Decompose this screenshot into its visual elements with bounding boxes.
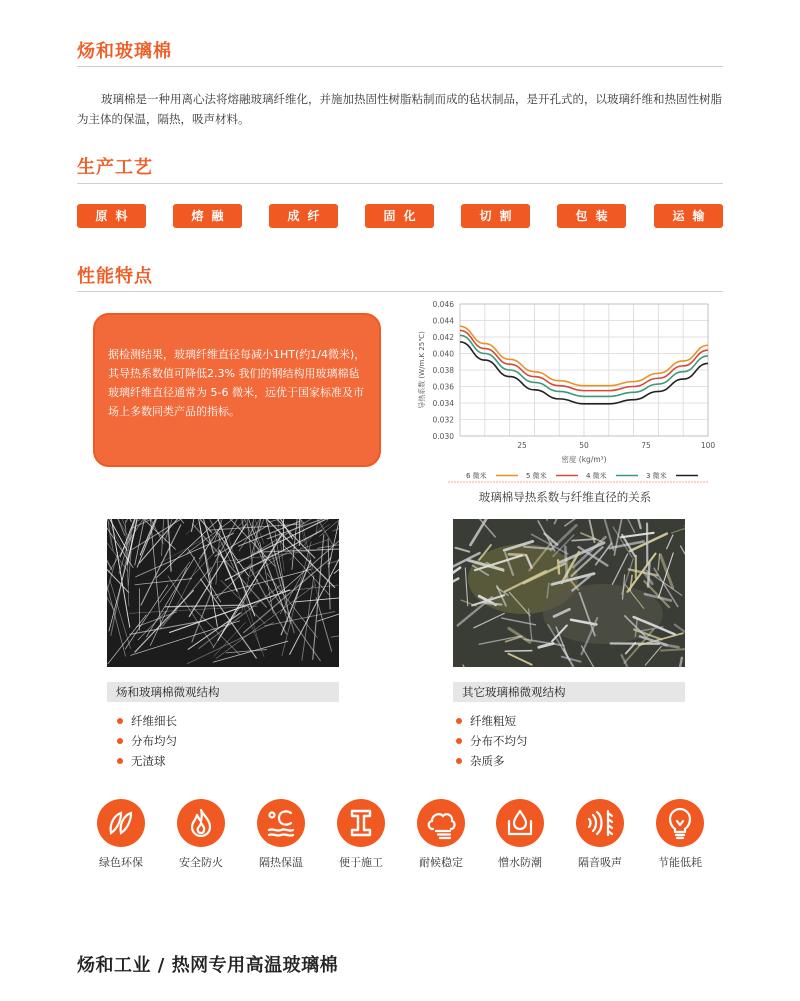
list-item: 杂质多: [456, 751, 528, 771]
x-axis-label: 密度 (kg/m³): [561, 455, 607, 464]
bullet-list-yanghe: [117, 711, 177, 771]
divider: [77, 291, 723, 292]
intro-paragraph: 玻璃棉是一种用离心法将熔融玻璃纤维化，并施加热固性树脂粘制而成的毡状制品，是开孔式的，以玻璃纤维和热固性树脂为主体的保温，隔热，吸声材料。: [77, 92, 722, 126]
x-tick-label: 50: [579, 441, 589, 450]
bullet-dot: [117, 758, 123, 764]
feature-label: 安全防火: [179, 856, 223, 869]
caption-other: 其它玻璃棉微观结构: [453, 682, 685, 702]
flame-icon: [177, 799, 225, 847]
section-title-intro: 炀和玻璃棉: [77, 41, 172, 62]
feature-insulation: [249, 799, 313, 870]
y-tick-label: 0.032: [432, 415, 454, 425]
process-step: 熔融: [173, 204, 242, 228]
feature-acoustic: [568, 799, 632, 870]
temperature-icon: [257, 799, 305, 847]
legend-label: 4 微米: [586, 472, 607, 480]
list-item: 分布不均匀: [456, 731, 528, 751]
feature-label: 节能低耗: [658, 856, 702, 869]
divider: [77, 183, 723, 184]
microstructure-photo-yanghe: [107, 519, 339, 667]
process-step: 运输: [654, 204, 723, 228]
y-tick-label: 0.046: [432, 300, 454, 309]
process-step: 原料: [77, 204, 146, 228]
process-step: 包装: [557, 204, 626, 228]
callout-box: 据检测结果，玻璃纤维直径每减小1HT(约1/4微米)，其导热系数值可降低2.3% 我们的钢结构用玻璃棉毡玻璃纤维直径通常为 5-6 微米，远优于国家标准及市场上多数同类产品的指标。: [93, 313, 381, 467]
list-item: 分布均匀: [117, 731, 177, 751]
feature-label: 绿色环保: [99, 856, 143, 869]
y-tick-label: 0.034: [432, 399, 454, 408]
list-item: 纤维粗短: [456, 711, 528, 731]
chart-caption: 玻璃棉导热系数与纤维直径的关系: [478, 490, 652, 504]
y-tick-label: 0.038: [432, 366, 454, 375]
feature-fire: [169, 799, 233, 870]
y-tick-label: 0.040: [432, 349, 454, 359]
bullet-dot: [456, 718, 462, 724]
bullet-dot: [117, 718, 123, 724]
process-step: 成纤: [269, 204, 338, 228]
process-step: 固化: [365, 204, 434, 228]
list-item: 纤维细长: [117, 711, 177, 731]
divider: [77, 66, 723, 67]
cloud-icon: [417, 799, 465, 847]
bullet-dot: [456, 738, 462, 744]
bullet-dot: [456, 758, 462, 764]
caption-yanghe: 炀和玻璃棉微观结构: [107, 682, 339, 702]
feature-label: 便于施工: [339, 856, 383, 869]
feature-energy: [648, 799, 712, 870]
bullet-dot: [117, 738, 123, 744]
y-tick-label: 0.042: [432, 333, 454, 342]
bullet-list-other: [456, 711, 528, 771]
process-steps: [77, 204, 723, 228]
chart-svg: [408, 296, 722, 492]
legend-label: 6 微米: [466, 472, 487, 480]
x-tick-label: 100: [700, 441, 716, 450]
legend-label: 3 微米: [646, 472, 667, 480]
process-step: 切割: [461, 204, 530, 228]
y-tick-label: 0.036: [432, 382, 454, 392]
x-tick-label: 75: [641, 441, 651, 450]
feature-label: 憎水防潮: [498, 856, 542, 869]
x-tick-label: 25: [517, 441, 527, 450]
feature-label: 耐候稳定: [419, 856, 463, 869]
water-drop-icon: [496, 799, 544, 847]
feature-waterproof: [488, 799, 552, 870]
legend-label: 5 微米: [526, 472, 547, 480]
y-tick-label: 0.030: [432, 432, 454, 441]
list-item: 无渣球: [117, 751, 177, 771]
y-axis-label: 导热系数 (W/m.K 25℃): [418, 331, 426, 409]
feature-green: [89, 799, 153, 870]
feature-label: 隔音吸声: [578, 856, 622, 869]
feature-construction: [329, 799, 393, 870]
microstructure-photo-other: [453, 519, 685, 667]
feature-label: 隔热保温: [259, 856, 303, 869]
light-bulb-icon: [656, 799, 704, 847]
y-tick-label: 0.044: [432, 316, 454, 326]
feature-weather: [409, 799, 473, 870]
section-title-process: 生产工艺: [77, 157, 153, 178]
footer-title: 炀和工业 / 热网专用高温玻璃棉: [77, 955, 339, 976]
i-beam-icon: [337, 799, 385, 847]
leaf-icon: [97, 799, 145, 847]
section-title-features: 性能特点: [77, 266, 153, 287]
sound-wave-icon: [576, 799, 624, 847]
thermal-conductivity-chart: [408, 296, 722, 492]
